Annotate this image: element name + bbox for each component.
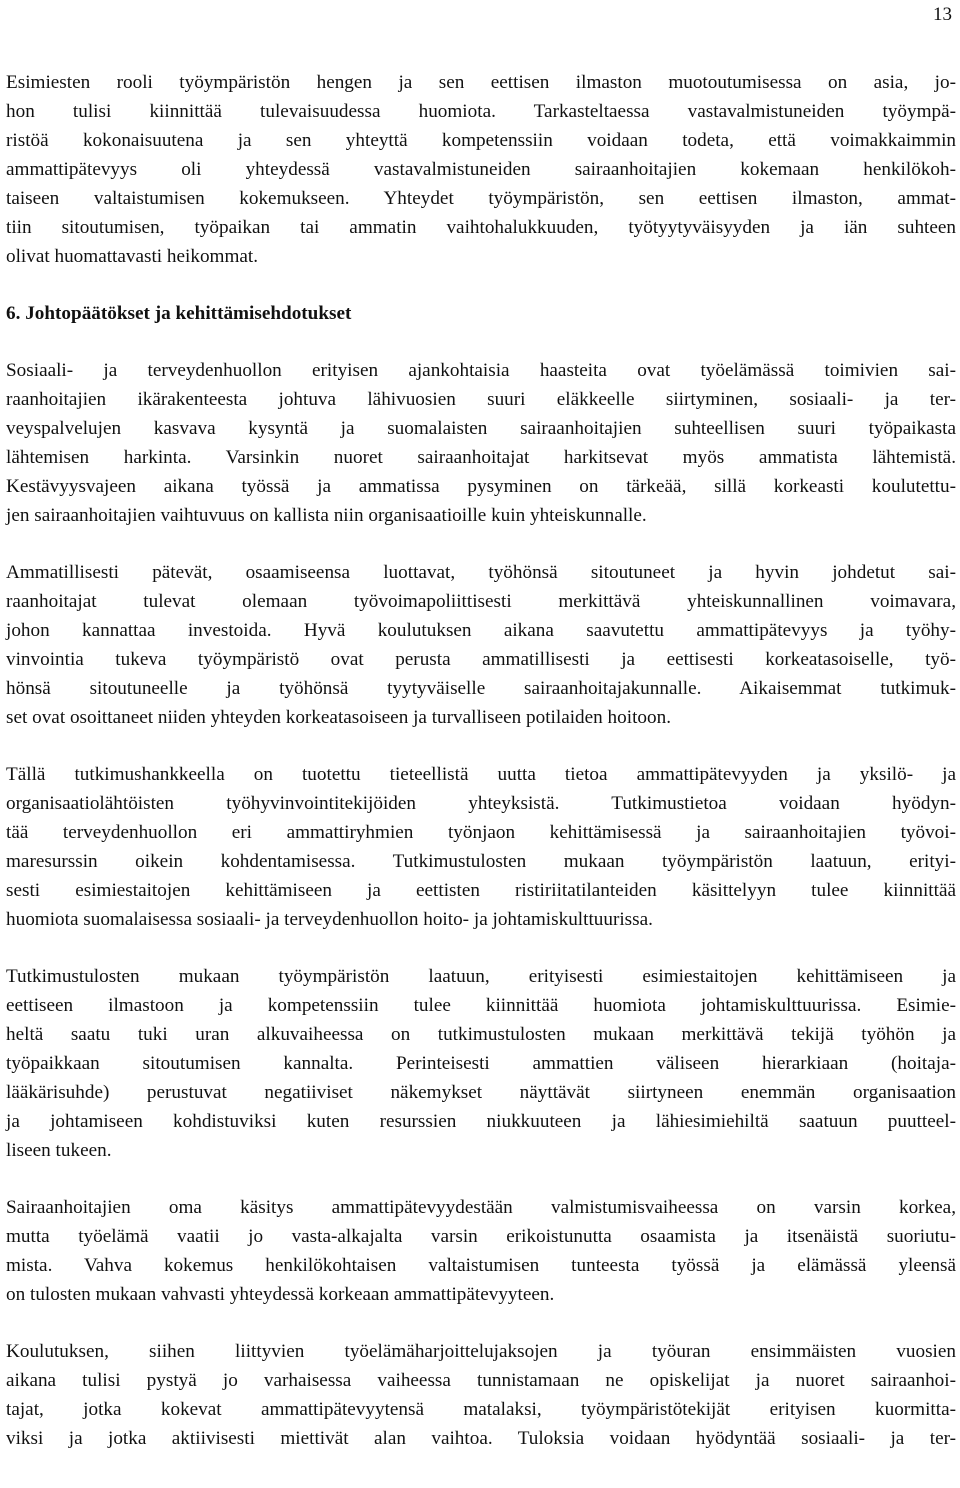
text-line: organisaatiolähtöisten työhyvinvointitekijöiden yhteyksistä. Tutkimustietoa voidaan hyödyn- <box>6 793 956 814</box>
text-line: viksi ja jotka aktiivisesti miettivät alan vaihtoa. Tuloksia voidaan hyödyntää sosiaali- ja ter- <box>6 1428 956 1449</box>
page-number: 13 <box>933 4 952 25</box>
paragraph <box>6 558 956 732</box>
text-line: jen sairaanhoitajien vaihtuvuus on kallista niin organisaatioille kuin yhteiskunnalle. <box>6 505 647 526</box>
intro-paragraph <box>6 68 956 271</box>
text-line: heltä saatu tuki uran alkuvaiheessa on tutkimustulosten mukaan merkittävä tekijä työhön ja <box>6 1024 956 1045</box>
text-line: tajat, jotka kokevat ammattipätevyytensä matalaksi, työympäristötekijät erityisen kuormitta- <box>6 1399 956 1420</box>
text-line: lähtemisen harkinta. Varsinkin nuoret sairaanhoitajat harkitsevat myös ammatista lähtemistä. <box>6 447 956 468</box>
text-line: aikana tulisi pystyä jo varhaisessa vaiheessa tunnistamaan ne opiskelijat ja nuoret sairaanhoi- <box>6 1370 956 1391</box>
text-line: Sosiaali- ja terveydenhuollon erityisen ajankohtaisia haasteita ovat työelämässä toimivien sai- <box>6 360 956 381</box>
text-line: raanhoitajat tulevat olemaan työvoimapoliittisesti merkittävä yhteiskunnallinen voimavara, <box>6 591 956 612</box>
text-line: ja johtamiseen kohdistuviksi kuten resurssien niukkuuteen ja lähiesimiehiltä saatuun puutteel- <box>6 1111 956 1132</box>
text-line: maresurssin oikein kohdentamisessa. Tutkimustulosten mukaan työympäristön laatuun, erityi- <box>6 851 956 872</box>
text-line: on tulosten mukaan vahvasti yhteydessä korkeaan ammattipätevyyteen. <box>6 1284 555 1305</box>
text-line: mista. Vahva kokemus henkilökohtaisen valtaistumisen tunteesta työssä ja elämässä yleensä <box>6 1255 956 1276</box>
text-line: Esimiesten rooli työympäristön hengen ja sen eettisen ilmaston muotoutumisessa on asia, jo- <box>6 72 956 93</box>
text-line: olivat huomattavasti heikommat. <box>6 246 259 267</box>
paragraph <box>6 356 956 530</box>
paragraph <box>6 760 956 934</box>
text-line: mutta työelämä vaatii jo vasta-alkajalta varsin erikoistunutta osaamista ja itsenäistä suoriutu- <box>6 1226 956 1247</box>
text-line: hon tulisi kiinnittää tulevaisuudessa huomiota. Tarkasteltaessa vastavalmistuneiden työympä- <box>6 101 956 122</box>
paragraph <box>6 1337 956 1453</box>
text-line: lääkärisuhde) perustuvat negatiiviset näkemykset näyttävät siirtyneen enemmän organisaation <box>6 1082 956 1103</box>
text-line: johon kannattaa investoida. Hyvä koulutuksen aikana saavutettu ammattipätevyys ja työhy- <box>6 620 956 641</box>
paragraph <box>6 1193 956 1309</box>
text-line: sesti esimiestaitojen kehittämiseen ja eettisten ristiriitatilanteiden käsittelyyn tulee kiinnittää <box>6 880 956 901</box>
section-heading: 6. Johtopäätökset ja kehittämisehdotukset <box>6 303 352 324</box>
text-line: Koulutuksen, siihen liittyvien työelämäharjoittelujaksojen ja työuran ensimmäisten vuosien <box>6 1341 956 1362</box>
text-line: vinvointia tukeva työympäristö ovat perusta ammatillisesti ja eettisesti korkeatasoiselle, työ- <box>6 649 956 670</box>
paragraph <box>6 962 956 1165</box>
text-line: huomiota suomalaisessa sosiaali- ja terveydenhuollon hoito- ja johtamiskulttuurissa. <box>6 909 653 930</box>
text-line: työpaikkaan sitoutumisen kannalta. Perinteisesti ammattien väliseen hierarkiaan (hoitaja- <box>6 1053 956 1074</box>
text-line: eettiseen ilmastoon ja kompetenssiin tulee kiinnittää huomiota johtamiskulttuurissa. Esimie- <box>6 995 956 1016</box>
document-body <box>6 68 956 1481</box>
text-line: ristöä kokonaisuutena ja sen yhteyttä kompetenssiin voidaan todeta, että voimakkaimmin <box>6 130 956 151</box>
text-line: Kestävyysvajeen aikana työssä ja ammatissa pysyminen on tärkeää, sillä korkeasti koulutettu- <box>6 476 956 497</box>
text-line: tiin sitoutumisen, työpaikan tai ammatin vaihtohalukkuuden, työtyytyväisyyden ja iän suhteen <box>6 217 956 238</box>
text-line: taiseen valtaistumisen kokemukseen. Yhteydet työympäristön, sen eettisen ilmaston, ammat- <box>6 188 956 209</box>
text-line: Tutkimustulosten mukaan työympäristön laatuun, erityisesti esimiestaitojen kehittämiseen ja <box>6 966 956 987</box>
text-line: raanhoitajien ikärakenteesta johtuva lähivuosien suuri eläkkeelle siirtyminen, sosiaali- ja ter- <box>6 389 956 410</box>
text-line: Tällä tutkimushankkeella on tuotettu tieteellistä uutta tietoa ammattipätevyyden ja yksilö- ja <box>6 764 956 785</box>
text-line: veyspalvelujen kasvava kysyntä ja suomalaisten sairaanhoitajien suhteellisen suuri työpaikasta <box>6 418 956 439</box>
text-line: hönsä sitoutuneelle ja työhönsä tyytyväiselle sairaanhoitajakunnalle. Aikaisemmat tutkimuk- <box>6 678 956 699</box>
text-line: set ovat osoittaneet niiden yhteyden korkeatasoiseen ja turvalliseen potilaiden hoitoon. <box>6 707 671 728</box>
text-line: tää terveydenhuollon eri ammattiryhmien työnjaon kehittämisessä ja sairaanhoitajien työvoi- <box>6 822 956 843</box>
text-line: liseen tukeen. <box>6 1140 112 1161</box>
text-line: ammattipätevyys oli yhteydessä vastavalmistuneiden sairaanhoitajien kokemaan henkilökoh- <box>6 159 956 180</box>
text-line: Ammatillisesti pätevät, osaamiseensa luottavat, työhönsä sitoutuneet ja hyvin johdetut sai- <box>6 562 956 583</box>
text-line: Sairaanhoitajien oma käsitys ammattipätevyydestään valmistumisvaiheessa on varsin korkea, <box>6 1197 956 1218</box>
